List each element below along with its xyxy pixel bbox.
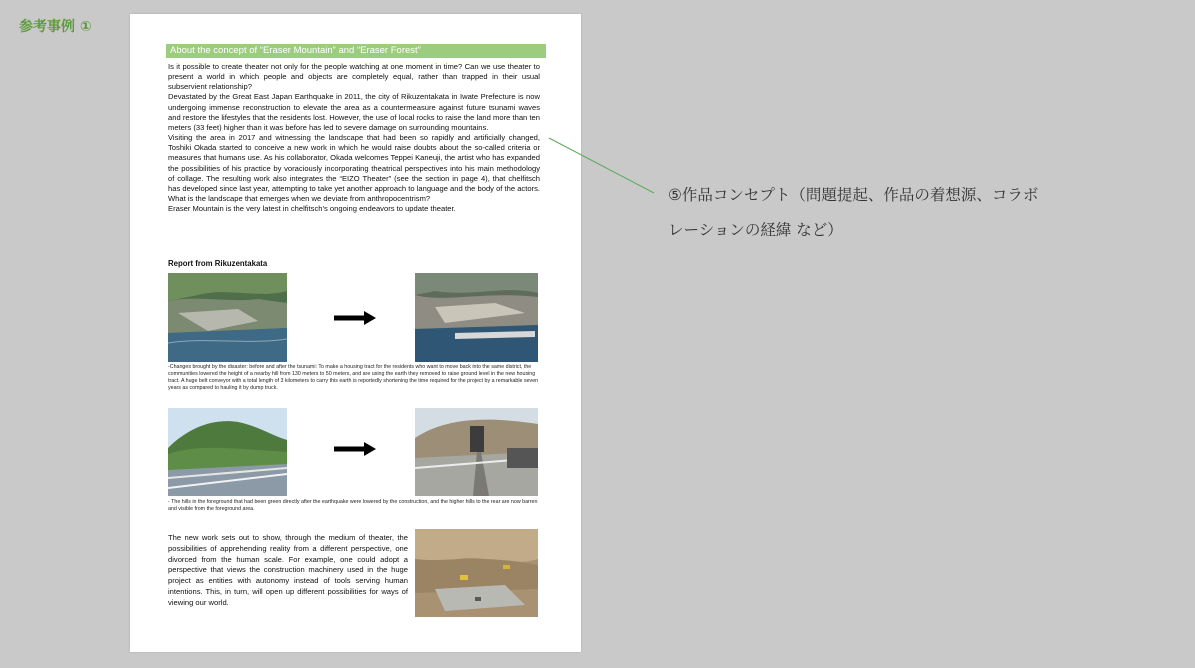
aerial-photo-before (168, 273, 287, 362)
right-arrow-icon (334, 311, 376, 325)
caption-1-text: -Changes brought by the disaster: before and after the tsunami: To make a housing tract for the residents who want to move back into the same district, the communities lowered the height of a nearby hill from 130 meters to 50 meters, and are using the earth they removed to raise ground level in the new housing tract. A huge belt conveyor with a total length of 3 kilometers to carry this earth is reportedly shortening the time required for the project by a remarkable seven years as compared to hauling it by dump truck. (168, 364, 539, 391)
report-title: Report from Rikuzentakata (168, 259, 268, 268)
construction-photo (415, 529, 538, 617)
bridge-photo-before (168, 408, 287, 496)
paragraph-1: Is it possible to create theater not only for the people watching at one moment in time? Can we use theater to present a world in which people and objects are completely equal, rather than trapped in their usual subservient relationship? (168, 62, 540, 92)
bridge-photo-after (415, 408, 538, 496)
callout-line-1: ⑤作品コンセプト（問題提起、作品の着想源、コラボ (668, 186, 1039, 204)
slide-label: 参考事例 ① (19, 19, 92, 35)
section-heading: About the concept of “Eraser Mountain” and “Eraser Forest” (166, 44, 546, 58)
paragraph-4: Eraser Mountain is the very latest in chelfitsch’s ongoing endeavors to update theater. (168, 204, 456, 214)
aerial-photo-after (415, 273, 538, 362)
closing-paragraph-text: The new work sets out to show, through the medium of theater, the possibilities of apprehending reality from a different perspective, one divorced from the human scale. For example, one could adopt a perspective that views the construction machinery used in the huge project as entities with autonomy instead of tools serving human intentions. This, in turn, will open up different possibilities for ways of viewing our world. (168, 533, 408, 607)
document-page (130, 14, 581, 652)
concept-callout (668, 178, 1128, 248)
closing-paragraph (168, 533, 408, 609)
callout-line-2: レーションの経緯 など） (668, 221, 843, 239)
caption-1 (168, 364, 540, 392)
right-arrow-icon-2 (334, 442, 376, 456)
concept-body (168, 62, 540, 214)
paragraph-3: Visiting the area in 2017 and witnessing the landscape that had been so rapidly and artificially changed, Toshiki Okada started to conceive a new work in which he would raise doubts about the so-called criteria or measures that humans use. As his collaborator, Okada welcomes Teppei Kaneuji, the artist who has expanded the possibilities of his practice by voraciously incorporating theatrical perspectives into his main methodology of collage. The resulting work also integrates the “EIZO Theater” (see the section in page 4), that chelfitsch has developed since last year, attempting to take yet another approach to language and the body of the actors. What is the landscape that emerges when we deviate from anthropocentrism? (168, 133, 540, 204)
caption-2 (168, 499, 540, 513)
caption-2-text: - The hills in the foreground that had been green directly after the earthquake were lowered by the construction, and the higher hills to the rear are now barren and visible from the foreground area. (168, 499, 538, 512)
paragraph-2: Devastated by the Great East Japan Earthquake in 2011, the city of Rikuzentakata in Iwate Prefecture is now undergoing immense reconstruction to elevate the area as a countermeasure against future tsunami waves and restore the lifestyles that the residents lost. However, the use of local rocks to raise the land more than ten meters (33 feet) higher than it was before has led to severe damage on surrounding mountains. (168, 92, 540, 132)
